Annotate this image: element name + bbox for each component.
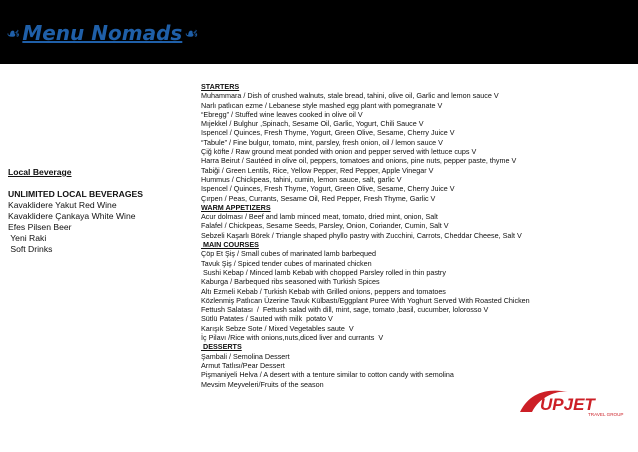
menu-item: Sebzeli Kaşarlı Börek / Triangle shaped phyllo pastry with Zucchini, Carrots, Cheddar Cheese, Salt V xyxy=(201,230,522,240)
beverage-item: Kavaklidere Yakut Red Wine xyxy=(8,200,117,210)
menu-item: Harra Beirut / Sautéed in olive oil, peppers, tomatoes and onions, pine nuts, pepper paste, thyme V xyxy=(201,156,517,166)
menu-item: Hummus / Chickpeas, tahini, cumin, lemon sauce, salt, garlic V xyxy=(201,174,402,184)
menu-item: Mevsim Meyveleri/Fruits of the season xyxy=(201,379,324,389)
menu-item: Tavuk Şiş / Spiced tender cubes of marinated chicken xyxy=(201,258,372,268)
menu-item: Ispencel / Quinces, Fresh Thyme, Yogurt, Green Olive, Sesame, Cherry Juice V xyxy=(201,128,455,138)
menu-item: Pişmaniyeli Helva / A desert with a tenture similar to cotton candy with semolina xyxy=(201,370,454,380)
menu-item: Çöp Et Şiş / Small cubes of marinated lamb barbequed xyxy=(201,249,376,259)
menu-section-heading: WARM APPETIZERS xyxy=(201,202,271,212)
beverage-item: Kavaklidere Çankaya White Wine xyxy=(8,211,136,221)
menu-item: Tabiği / Green Lentils, Rice, Yellow Pepper, Red Pepper, Apple Vinegar V xyxy=(201,165,434,175)
menu-item: Sushi Kebap / Minced lamb Kebab with chopped Parsley rolled in thin pastry xyxy=(201,267,446,277)
beverage-item: Efes Pilsen Beer xyxy=(8,222,72,232)
logo-brand-text: UPJET xyxy=(540,395,595,414)
menu-item: Ispencel / Quinces, Fresh Thyme, Yogurt, Green Olive, Sesame, Cherry Juice V xyxy=(201,184,455,194)
header-bar xyxy=(0,0,638,64)
logo-sub-text: TRAVEL GROUP xyxy=(588,412,624,417)
menu-item: Altı Ezmeli Kebab / Turkish Kebab with Grilled onions, peppers and tomatoes xyxy=(201,286,446,296)
ornament-left-icon: ☙ xyxy=(6,23,21,43)
menu-item: Acur dolması / Beef and lamb minced meat, tomato, dried mint, onion, Salt xyxy=(201,212,438,222)
menu-item: Fettush Salatası / Fettush salad with dill, mint, sage, tomato ,basil, cucumber, lolorosso V xyxy=(201,305,489,315)
menu-item: Karışık Sebze Sote / Mixed Vegetables saute V xyxy=(201,323,354,333)
menu-item: “Ebregg” / Stuffed wine leaves cooked in olive oil V xyxy=(201,109,363,119)
title-text: Menu Nomads xyxy=(22,21,183,45)
page-title xyxy=(6,20,199,46)
menu-item: Narlı patlıcan ezme / Lebanese style mashed egg plant with pomegranate V xyxy=(201,100,443,110)
unlimited-title: UNLIMITED LOCAL BEVERAGES xyxy=(8,189,143,199)
menu-item: “Tabule” / Fine bulgur, tomato, mint, parsley, fresh onion, oil / lemon sauce V xyxy=(201,137,443,147)
menu-item: Muhammara / Dish of crushed walnuts, stale bread, tahini, olive oil, Garlic and lemon sauce V xyxy=(201,91,499,101)
menu-item: Falafel / Chickpeas, Sesame Seeds, Parsley, Onion, Coriander, Cumin, Salt V xyxy=(201,221,449,231)
menu-item: Çiğ köfte / Raw ground meat ponded with onion and pepper served with lettuce cups V xyxy=(201,147,477,157)
menu-item: İç Pilavı /Rice with onions,nuts,diced liver and currants V xyxy=(201,333,384,343)
beverage-section xyxy=(8,167,198,255)
beverage-item: Soft Drinks xyxy=(8,244,53,254)
menu-item: Kaburga / Barbequed ribs seasoned with Turkish Spices xyxy=(201,277,380,287)
beverage-label: Local Beverage xyxy=(8,167,72,177)
menu-list xyxy=(201,82,631,389)
menu-item: Şambali / Semolina Dessert xyxy=(201,351,290,361)
upjet-logo xyxy=(518,386,628,420)
menu-item: Çırpen / Peas, Currants, Sesame Oil, Red Pepper, Fresh Thyme, Garlic V xyxy=(201,193,436,203)
menu-section-heading: STARTERS xyxy=(201,82,240,91)
menu-section-heading: DESSERTS xyxy=(201,342,242,352)
menu-item: Sütlü Patates / Sauted with milk potato V xyxy=(201,314,333,324)
menu-item: Mıjekkel / Bulghur ,Spinach, Sesame Oil, Garlic, Yogurt, Chili Sauce V xyxy=(201,119,424,129)
menu-item: Armut Tatlısı/Pear Dessert xyxy=(201,360,285,370)
menu-item: Közlenmiş Patlıcan Üzerine Tavuk Külbastı/Eggplant Puree With Yoghurt Served With Roasted Chicken xyxy=(201,295,530,305)
ornament-right-icon: ☙ xyxy=(184,23,199,43)
menu-section-heading: MAIN COURSES xyxy=(201,240,259,250)
beverage-item: Yeni Raki xyxy=(8,233,47,243)
